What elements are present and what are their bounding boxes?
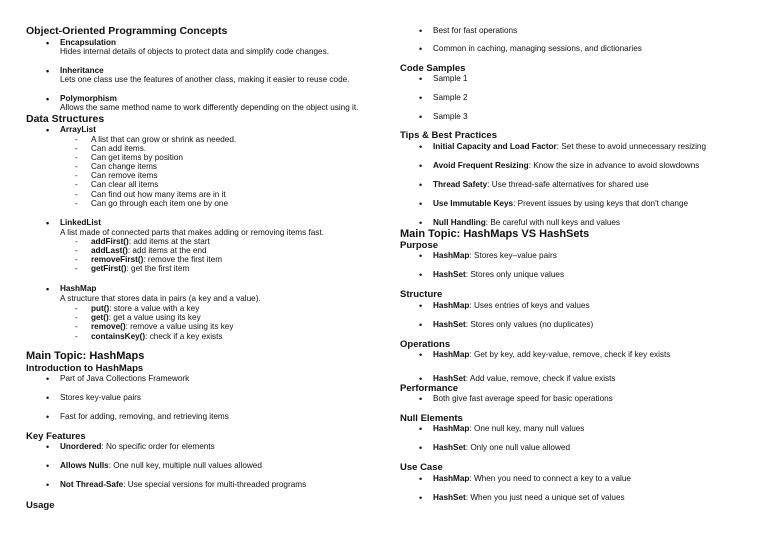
term: HashMap xyxy=(433,424,470,433)
method-name: getFirst() xyxy=(91,264,127,273)
method-desc: : remove the first item xyxy=(143,255,223,264)
oop-encapsulation-desc: Hides internal details of objects to protect data and simplify code changes. xyxy=(60,47,329,56)
tip-name: Initial Capacity and Load Factor xyxy=(433,142,557,151)
arraylist-item: - Can add items. xyxy=(91,144,146,153)
usecase-item xyxy=(433,474,631,483)
tips-heading: Tips & Best Practices xyxy=(400,130,497,141)
purpose-item xyxy=(433,270,564,279)
method-name: get() xyxy=(91,313,109,322)
purpose-heading: Purpose xyxy=(400,240,439,251)
structure-heading: Structure xyxy=(400,289,443,300)
hashmap-title: • HashMap xyxy=(60,284,96,293)
null-item xyxy=(433,424,584,433)
feature-desc: : One null key, multiple null values allowed xyxy=(108,461,262,470)
linkedlist-method xyxy=(91,237,210,246)
performance-item: • Both give fast average speed for basic operations xyxy=(433,394,613,403)
arraylist-item: - Can find out how many items are in it xyxy=(91,190,226,199)
term-desc: : One null key, many null values xyxy=(469,424,585,433)
method-desc: : get a value using its key xyxy=(108,313,201,322)
feature-name: Not Thread-Safe xyxy=(60,480,124,489)
hashmap-method xyxy=(91,332,223,341)
feature-item xyxy=(60,480,306,489)
samples-heading: Code Samples xyxy=(400,63,466,74)
term-desc: : Add value, remove, check if value exists xyxy=(465,374,616,383)
feature-item xyxy=(60,442,215,451)
purpose-item xyxy=(433,251,557,260)
term-desc: : When you need to connect a key to a value xyxy=(469,474,631,483)
linkedlist-title: • LinkedList xyxy=(60,218,101,227)
term: HashSet xyxy=(433,270,466,279)
tip-desc: : Use thread-safe alternatives for shared use xyxy=(487,180,649,189)
tip-name: Thread Safety xyxy=(433,180,488,189)
term: HashSet xyxy=(433,320,466,329)
method-name: containsKey() xyxy=(91,332,146,341)
tip-item xyxy=(433,180,649,189)
term-desc: : Stores only values (no duplicates) xyxy=(465,320,594,329)
method-name: addFirst() xyxy=(91,237,129,246)
sample-item: • Sample 2 xyxy=(433,93,468,102)
usage-item: • Best for fast operations xyxy=(433,26,517,35)
arraylist-item: - Can clear all items xyxy=(91,180,158,189)
usecase-heading: Use Case xyxy=(400,462,443,473)
method-name: removeFirst() xyxy=(91,255,144,264)
tip-name: Use Immutable Keys xyxy=(433,199,514,208)
term-desc: : Only one null value allowed xyxy=(465,443,570,452)
oop-encapsulation-title: • Encapsulation xyxy=(60,38,116,47)
oop-inheritance-desc: Lets one class use the features of another class, making it easier to reuse code. xyxy=(60,75,350,84)
null-item xyxy=(433,443,570,452)
intro-item: • Stores key-value pairs xyxy=(60,393,141,402)
features-heading: Key Features xyxy=(26,431,86,442)
arraylist-item: - Can go through each item one by one xyxy=(91,199,228,208)
arraylist-title: • ArrayList xyxy=(60,125,96,134)
method-desc: : store a value with a key xyxy=(109,304,200,313)
hashmap-desc: A structure that stores data in pairs (a key and a value). xyxy=(60,294,261,303)
method-name: put() xyxy=(91,304,110,313)
arraylist-item: - Can get items by position xyxy=(91,153,183,162)
method-name: remove() xyxy=(91,322,126,331)
arraylist-item: - A list that can grow or shrink as needed. xyxy=(91,135,236,144)
intro-item: • Fast for adding, removing, and retrieving items xyxy=(60,412,229,421)
structure-item xyxy=(433,320,593,329)
operations-item xyxy=(433,374,616,383)
structure-item xyxy=(433,301,590,310)
term: HashMap xyxy=(433,301,470,310)
null-heading: Null Elements xyxy=(400,413,463,424)
feature-item xyxy=(60,461,262,470)
method-name: addLast() xyxy=(91,246,128,255)
term: HashMap xyxy=(433,251,470,260)
tip-item xyxy=(433,161,699,170)
linkedlist-method xyxy=(91,255,222,264)
intro-item: • Part of Java Collections Framework xyxy=(60,374,189,383)
tip-name: Avoid Frequent Resizing xyxy=(433,161,529,170)
term: HashMap xyxy=(433,474,470,483)
term-desc: : Stores only unique values xyxy=(465,270,565,279)
tip-name: Null Handling xyxy=(433,218,486,227)
linkedlist-method xyxy=(91,264,189,273)
arraylist-item: - Can change items xyxy=(91,162,157,171)
feature-desc: : No specific order for elements xyxy=(101,442,215,451)
hashmap-method xyxy=(91,313,201,322)
tip-desc: : Be careful with null keys and values xyxy=(485,218,621,227)
linkedlist-desc: A list made of connected parts that makes adding or removing items fast. xyxy=(60,228,324,237)
usage-item: • Common in caching, managing sessions, and dictionaries xyxy=(433,44,642,53)
usage-heading: Usage xyxy=(26,500,55,511)
term-desc: : Get by key, add key-value, remove, check if key exists xyxy=(469,350,671,359)
hashmap-method xyxy=(91,304,199,313)
feature-name: Allows Nulls xyxy=(60,461,109,470)
oop-inheritance-title: • Inheritance xyxy=(60,66,104,75)
main-topic-heading: Main Topic: HashMaps xyxy=(26,350,145,362)
term-desc: : Stores key–value pairs xyxy=(469,251,557,260)
arraylist-item: - Can remove items xyxy=(91,171,157,180)
sample-item: • Sample 1 xyxy=(433,74,468,83)
operations-heading: Operations xyxy=(400,339,451,350)
method-desc: : add items at the end xyxy=(127,246,207,255)
linkedlist-method xyxy=(91,246,207,255)
term-desc: : When you just need a unique set of values xyxy=(465,493,625,502)
tip-desc: : Know the size in advance to avoid slowdowns xyxy=(528,161,700,170)
tip-item xyxy=(433,142,706,151)
tip-item xyxy=(433,218,620,227)
term: HashSet xyxy=(433,374,466,383)
oop-polymorphism-desc: Allows the same method name to work differently depending on the object using it. xyxy=(60,103,359,112)
method-desc: : get the first item xyxy=(126,264,190,273)
oop-heading: Object-Oriented Programming Concepts xyxy=(26,25,228,37)
method-desc: : remove a value using its key xyxy=(125,322,234,331)
feature-desc: : Use special versions for multi-threaded programs xyxy=(123,480,307,489)
method-desc: : add items at the start xyxy=(128,237,210,246)
tip-desc: : Set these to avoid unnecessary resizing xyxy=(556,142,707,151)
term: HashMap xyxy=(433,350,470,359)
tip-desc: : Prevent issues by using keys that don't change xyxy=(513,199,689,208)
feature-name: Unordered xyxy=(60,442,102,451)
ds-heading: Data Structures xyxy=(26,113,105,125)
term-desc: : Uses entries of keys and values xyxy=(469,301,590,310)
vs-heading: Main Topic: HashMaps VS HashSets xyxy=(400,228,590,240)
usecase-item xyxy=(433,493,625,502)
tip-item xyxy=(433,199,688,208)
intro-heading: Introduction to HashMaps xyxy=(26,363,144,374)
term: HashSet xyxy=(433,443,466,452)
operations-item xyxy=(433,350,670,359)
hashmap-method xyxy=(91,322,233,331)
performance-heading: Performance xyxy=(400,383,459,394)
method-desc: : check if a key exists xyxy=(145,332,223,341)
sample-item: • Sample 3 xyxy=(433,112,468,121)
oop-polymorphism-title: • Polymorphism xyxy=(60,94,117,103)
term: HashSet xyxy=(433,493,466,502)
